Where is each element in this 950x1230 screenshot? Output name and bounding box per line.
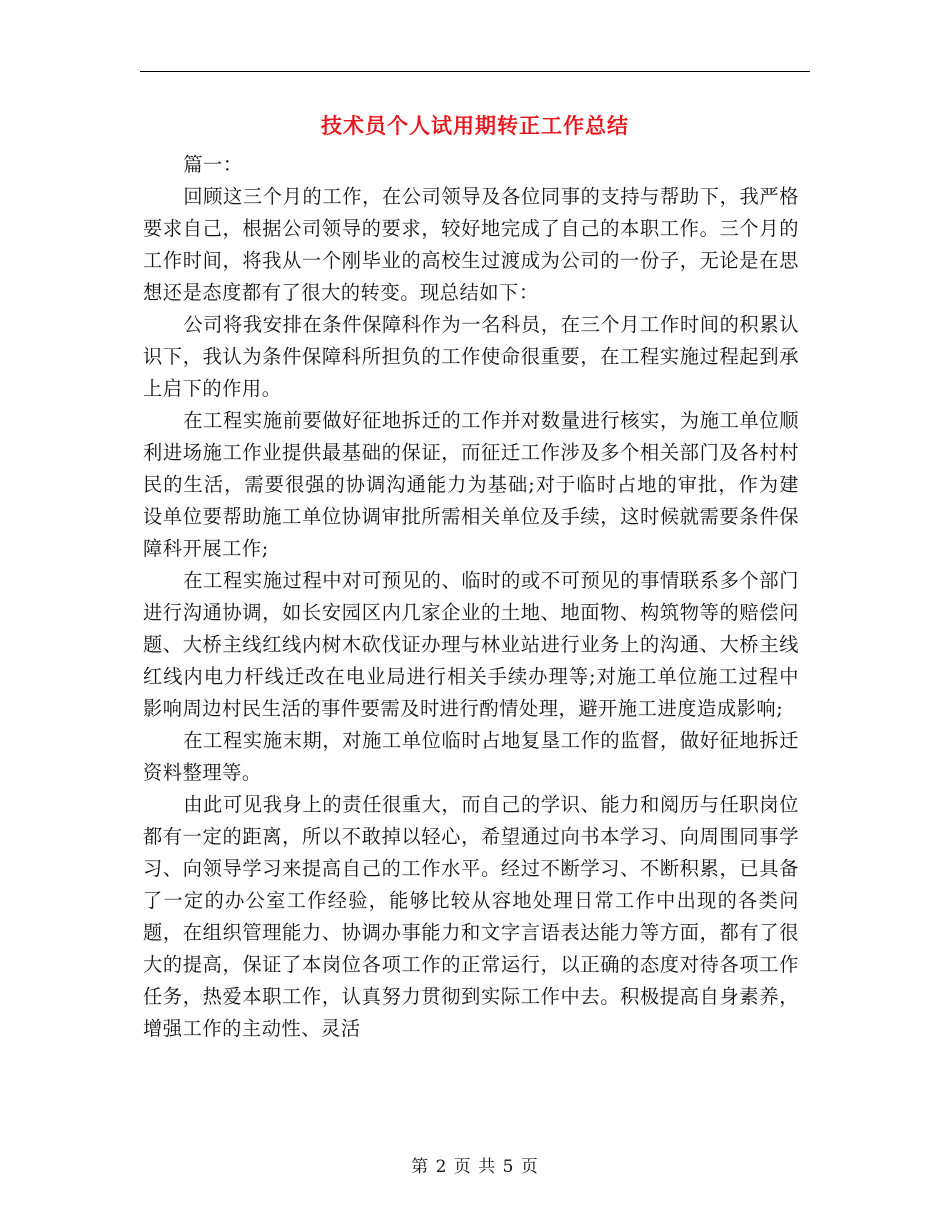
- paragraph: 在工程实施前要做好征地拆迁的工作并对数量进行核实，为施工单位顺利进场施工作业提供最基础的保证，而征迁工作涉及多个相关部门及各村村民的生活，需要很强的协调沟通能力为基础;对于临时占地的审批，作为建设单位要帮助施工单位协调审批所需相关单位及手续，这时候就需要条件保障科开展工作;: [143, 409, 799, 560]
- paragraph: 在工程实施末期，对施工单位临时占地复垦工作的监督，做好征地拆迁资料整理等。: [143, 729, 799, 784]
- paragraph: 在工程实施过程中对可预见的、临时的或不可预见的事情联系多个部门进行沟通协调，如长安园区内几家企业的土地、地面物、构筑物等的赔偿问题、大桥主线红线内树木砍伐证办理与林业站进行业务上的沟通、大桥主线红线内电力杆线迁改在电业局进行相关手续办理等;对施工单位施工过程中影响周边村民生活的事件要需及时进行酌情处理，避开施工进度造成影响;: [143, 569, 799, 720]
- paragraph: 由此可见我身上的责任很重大，而自己的学识、能力和阅历与任职岗位都有一定的距离，所以不敢掉以轻心，希望通过向书本学习、向周围同事学习、向领导学习来提高自己的工作水平。经过不断学习、不断积累，已具备了一定的办公室工作经验，能够比较从容地处理日常工作中出现的各类问题，在组织管理能力、协调办事能力和文字言语表达能力等方面，都有了很大的提高，保证了本岗位各项工作的正常运行，以正确的态度对待各项工作任务，热爱本职工作，认真努力贯彻到实际工作中去。积极提高自身素养，增强工作的主动性、灵活: [143, 793, 799, 1040]
- page-number: 第 2 页 共 5 页: [411, 1157, 539, 1177]
- section-heading: 篇一：: [183, 153, 243, 176]
- document-body: [143, 149, 799, 1045]
- paragraph: 回顾这三个月的工作，在公司领导及各位同事的支持与帮助下，我严格要求自己，根据公司领导的要求，较好地完成了自己的本职工作。三个月的工作时间，将我从一个刚毕业的高校生过渡成为公司的一份子，无论是在思想还是态度都有了很大的转变。现总结如下：: [143, 185, 799, 304]
- document-title: 技术员个人试用期转正工作总结: [321, 113, 629, 138]
- paragraph: 公司将我安排在条件保障科作为一名科员，在三个月工作时间的积累认识下，我认为条件保障科所担负的工作使命很重要，在工程实施过程起到承上启下的作用。: [143, 313, 799, 400]
- header-rule: [140, 71, 810, 72]
